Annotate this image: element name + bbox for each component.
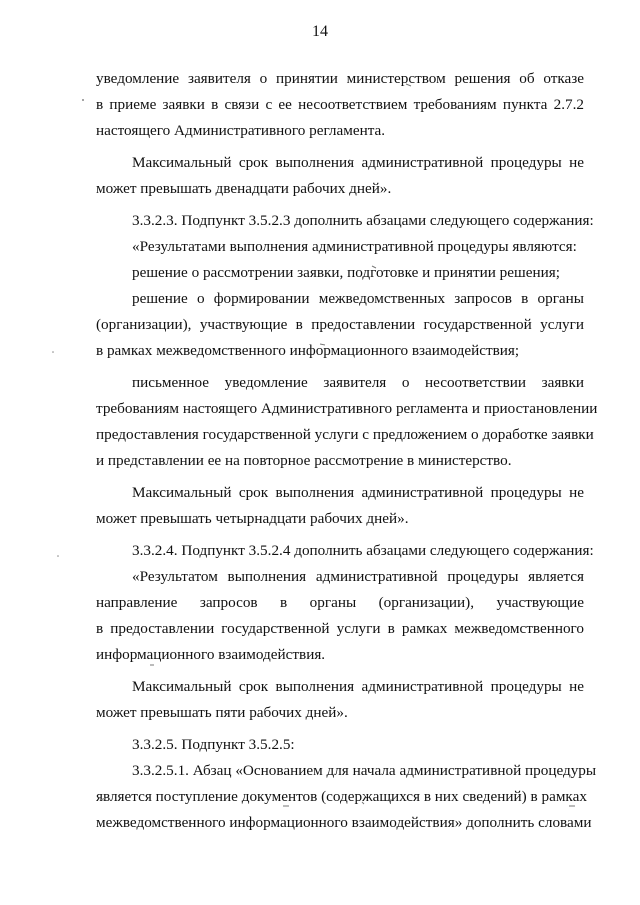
text-line: настоящего Административного регламента. (96, 122, 386, 139)
text-line: может превышать двенадцати рабочих дней». (96, 180, 392, 197)
text-line: решение о формировании межведомственных запросов в органы (132, 290, 584, 307)
text-line: предоставления государственной услуги с предложением о доработке заявки (96, 426, 594, 443)
text-line: информационного взаимодействия. (96, 646, 326, 663)
text-line: является поступление документов (содержащихся в них сведений) в рамках (96, 788, 587, 805)
text-line: может превышать пяти рабочих дней». (96, 704, 348, 721)
text-line: Максимальный срок выполнения административной процедуры не (132, 484, 584, 501)
text-line: Максимальный срок выполнения административной процедуры не (132, 678, 584, 695)
text-line: и представлении ее на повторное рассмотрение в министерство. (96, 452, 512, 469)
text-line: в рамках межведомственного информационного взаимодействия; (96, 342, 520, 359)
text-line: в предоставлении государственной услуги в рамках межведомственного (96, 620, 584, 637)
text-line: «Результатами выполнения административной процедуры являются: (132, 238, 577, 255)
text-line: «Результатом выполнения административной процедуры является (132, 568, 584, 585)
document-body (96, 66, 598, 836)
page-number: 14 (312, 23, 328, 40)
text-line: может превышать четырнадцати рабочих дней». (96, 510, 409, 527)
text-line: письменное уведомление заявителя о несоответствии заявки (132, 374, 584, 391)
text-line: межведомственного информационного взаимодействия» дополнить словами (96, 814, 592, 831)
text-line: 3.3.2.3. Подпункт 3.5.2.3 дополнить абзацами следующего содержания: (132, 212, 594, 229)
text-line: 3.3.2.5. Подпункт 3.5.2.5: (132, 736, 295, 753)
text-line: 3.3.2.5.1. Абзац «Основанием для начала административной процедуры (132, 762, 597, 779)
text-line: Максимальный срок выполнения административной процедуры не (132, 154, 584, 171)
text-line: требованиям настоящего Административного регламента и приостановлении (96, 400, 598, 417)
text-line: (организации), участвующие в предоставлении государственной услуги (96, 316, 584, 333)
text-line: уведомление заявителя о принятии министерством решения об отказе (96, 70, 584, 87)
text-line: в приеме заявки в связи с ее несоответствием требованиям пункта 2.7.2 (96, 96, 584, 113)
text-line: 3.3.2.4. Подпункт 3.5.2.4 дополнить абзацами следующего содержания: (132, 542, 594, 559)
text-line: направление запросов в органы (организации), участвующие (96, 594, 584, 611)
text-line: решение о рассмотрении заявки, подготовке и принятии решения; (132, 264, 560, 281)
